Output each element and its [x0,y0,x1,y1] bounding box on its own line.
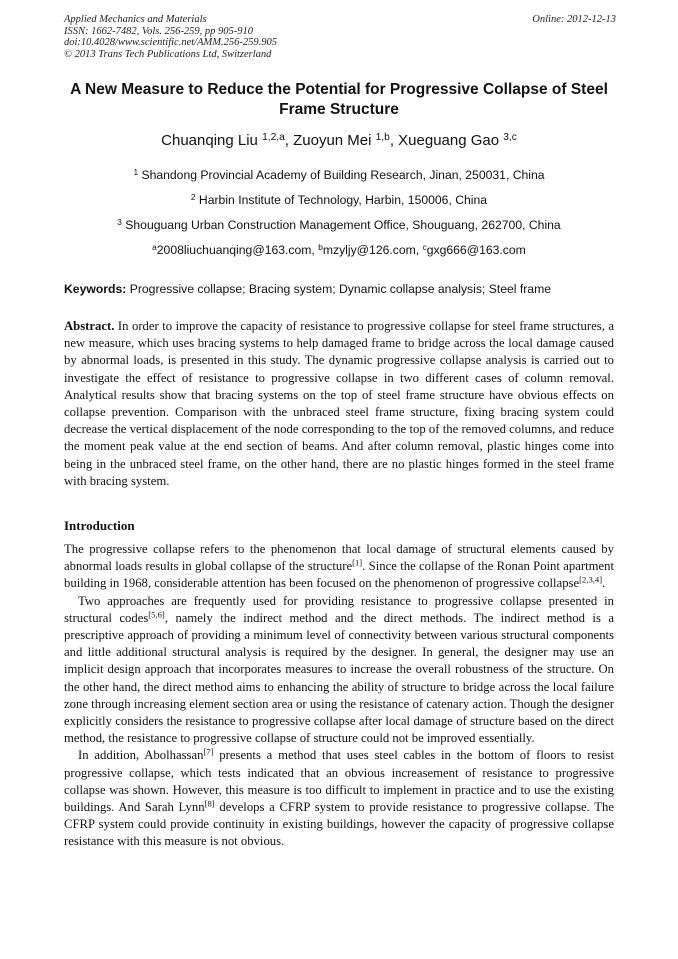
affiliation-3-text: Shouguang Urban Construction Management Office, Shouguang, 262700, China [125,218,561,232]
abstract-label: Abstract. [64,319,115,333]
keywords-text: Progressive collapse; Bracing system; Dynamic collapse analysis; Steel frame [129,282,552,296]
affiliation-3 [40,217,638,233]
title-line-2: Frame Structure [279,101,399,118]
citation-ref[interactable]: [5,6] [148,609,165,620]
email-b[interactable]: mzyljy@126.com, [322,243,423,257]
abstract [64,318,614,490]
email-b-mark: b [318,241,323,252]
introduction-body [64,541,614,851]
affiliation-2 [40,192,638,208]
online-date: Online: 2012-12-13 [532,14,616,25]
affiliation-2-text: Harbin Institute of Technology, Harbin, 150006, China [198,193,488,207]
author-name: Chuanqing Liu [161,132,258,149]
affiliation-3-mark: 3 [117,216,122,227]
doi-line: doi:10.4028/www.scientific.net/AMM.256-259.905 [64,37,277,48]
paragraph-text: develops a CFRP system to provide resistance to progressive collapse. The CFRP system could provide continuity in existing buildings, however the capacity of progressive collapse resistance with this measure is not obvious. [64,800,614,849]
author-name: Zuoyun Mei [293,132,372,149]
author-separator: , [389,132,399,149]
author-separator: , [284,132,294,149]
affiliation-2-mark: 2 [190,191,196,202]
email-line [40,242,638,258]
email-a-mark: a [152,241,157,252]
author-affiliation-mark: 1,b [375,131,390,143]
abstract-text: In order to improve the capacity of resistance to progressive collapse for steel frame structures, a new measure, which uses bracing systems to help damaged frame to bridge across the local damage caused by abnormal loads, is presented in this study. The dynamic progressive collapse analysis is carried out to investigate the effect of resistance to progressive collapse in two different cases of column removal. Analytical results show that bracing systems on the top of steel frame structure have obvious effects on collapse prevention. Comparison with the unbraced steel frame structure, fixing bracing system could decrease the vertical displacement of the node corresponding to the top of the removed columns, and reduce the moment peak value at the end section of beams. And after column removal, plastic hinges come into being in the unbraced steel frame, on the other hand, there are no plastic hinges formed in the steel frame with bracing system. [64,319,614,488]
affiliation-1-text: Shandong Provincial Academy of Building Research, Jinan, 250031, China [141,168,545,182]
email-c[interactable]: gxg666@163.com [426,243,526,257]
author-affiliation-mark: 3,c [503,131,517,143]
paragraph-text: In addition, Abolhassan [78,748,204,763]
affiliation-1 [40,167,638,183]
author-list [40,131,638,151]
keywords-label: Keywords: [64,282,127,296]
paragraph-text: . Since the collapse of the Ronan Point apartment building in 1968, considerable attention has been focused on the phenomenon of progressive collapse [64,559,614,591]
citation-ref[interactable]: [8] [204,798,215,809]
citation-ref[interactable]: [2,3,4] [579,575,603,586]
intro-paragraph [64,747,614,850]
copyright-line: © 2013 Trans Tech Publications Ltd, Switzerland [64,48,272,60]
journal-header [64,14,616,60]
section-heading-introduction: Introduction [64,518,135,533]
intro-paragraph [64,541,614,593]
citation-ref[interactable]: [7] [203,747,214,758]
author-affiliation-mark: 1,2,a [262,131,285,143]
journal-name: Applied Mechanics and Materials [64,14,207,25]
paragraph-text: The progressive collapse refers to the phenomenon that local damage of structural elements caused by abnormal loads results in global collapse of the structure [64,542,614,574]
paragraph-text: Two approaches are frequently used for providing resistance to progressive collapse presented in structural codes [64,593,614,625]
intro-paragraph [64,593,614,748]
paragraph-text: . [602,576,606,591]
email-c-mark: c [422,241,427,252]
author-name: Xueguang Gao [398,132,500,149]
paper-title [40,80,638,120]
email-a[interactable]: 2008liuchuanqing@163.com, [156,243,319,257]
keywords [64,281,624,297]
affiliation-1-mark: 1 [133,166,139,177]
title-line-1: A New Measure to Reduce the Potential for Progressive Collapse of Steel [70,81,608,98]
paragraph-text: presents a method that uses steel cables in the bottom of floors to resist progressive collapse, which tests indicated that an obvious increasement of resistance to progressive collapse was shown. However, this measure is too difficult to implement in practice and to use the existing buildings. And Sarah Lynn [64,748,614,815]
issn-line: ISSN: 1662-7482, Vols. 256-259, pp 905-910 [64,25,253,37]
citation-ref[interactable]: [1] [352,557,363,568]
paragraph-text: , namely the indirect method and the direct methods. The indirect method is a prescriptive approach of providing a minimum level of connectivity between various structural components and little additional structural analysis is required by the designer. In general, the designer may use an implicit design approach that incorporates measures to increase the overall robustness of the structure. On the other hand, the direct method aims to enhancing the ability of structure to bridge across the local failure zone through increasing element section area or using the resistance of catenary action. Though the designer explicitly considers the resistance to progressive collapse after local damage of structure based on the direct method, the resistance to progressive collapse of structure could not be improved essentially. [64,610,614,746]
